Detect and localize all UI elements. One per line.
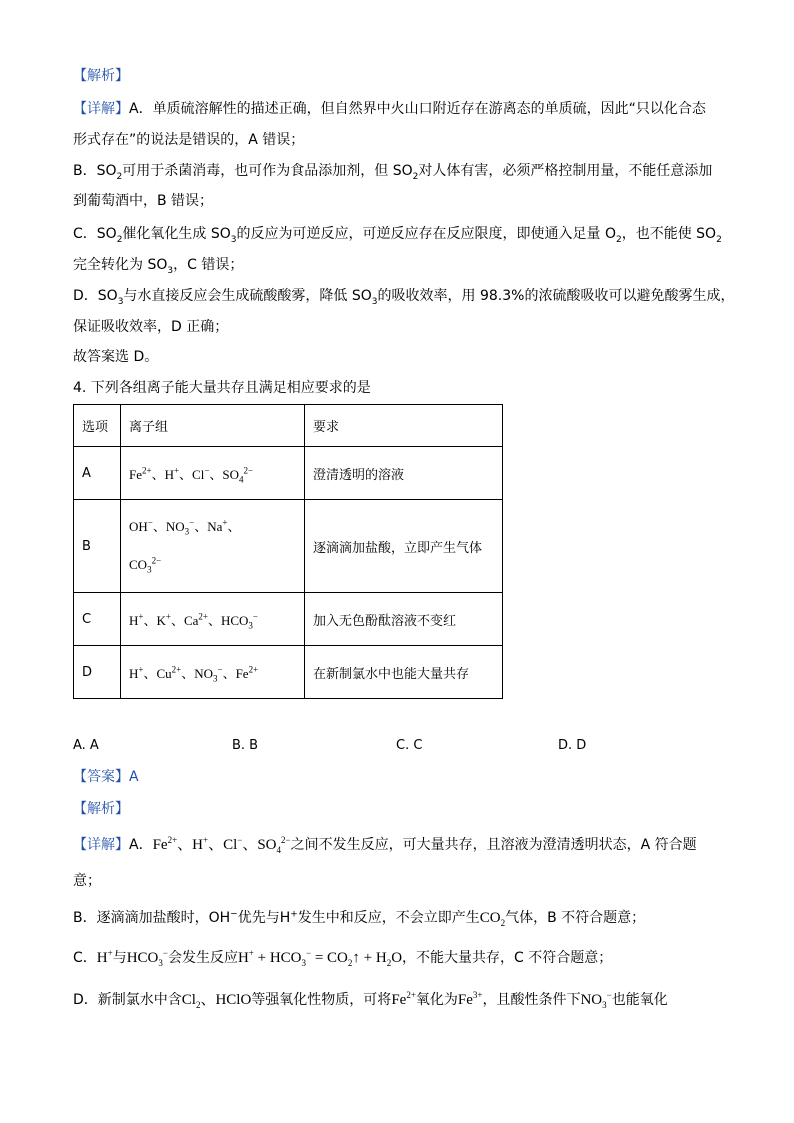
question-stem: 4. 下列各组离子能大量共存且满足相应要求的是 [73,380,371,396]
answer-detail-c: C．H+与$HCO_3^-$会发生反应$H^+ + HCO_3^-$ = $CO_2↑ + H_2O$，不能大量共存，C 不符合题意； [73,948,613,968]
detail-b-line1: B．$SO_2$可用于杀菌消毒，也可作为食品添加剂，但 $SO_2$对人体有害，必须严格控制用量，不能任意添加 [73,163,713,182]
answer-detail-a-2: 意； [73,873,101,889]
row-option: B [74,500,121,593]
row-option: A [74,447,121,500]
header-requirement: 要求 [305,405,503,447]
ion-table [73,404,503,699]
table-row [74,593,503,646]
row-ions: $Fe^{2+}$、H+、Cl−、$SO_4^{2-}$ [121,447,305,500]
detail-c-line1: C．$SO_2$催化氧化生成 $SO_3$的反应为可逆反应，可逆反应存在反应限度，即使通入足量 $O_2$，也不能使 $SO_2$ [73,226,722,245]
row-option: C [74,593,121,646]
row-requirement: 在新制氯水中也能大量共存 [305,646,503,699]
table-header-row [74,405,503,447]
row-requirement: 逐滴滴加盐酸，立即产生气体 [305,500,503,593]
choice-b: B. B [232,738,259,753]
row-ions: OH−、$NO_3^-$、Na+、 $CO_3^{2-}$ [121,500,305,593]
choice-a: A. A [73,738,99,753]
detail-a-line1: 【详解】A．单质硫溶解性的描述正确，但自然界中火山口附近存在游离态的单质硫，因此“只以化合态 [73,101,706,117]
detail-d-line1: D．$SO_3$与水直接反应会生成硫酸酸雾，降低 $SO_3$的吸收效率，用 98.3%的浓硫酸吸收可以避免酸雾生成， [73,288,735,307]
detail-c-line2: 完全转化为 $SO_3$，C 错误； [73,257,244,276]
row-ions: H+、$Cu^{2+}$、$NO_3^-$、$Fe^{2+}$ [121,646,305,699]
answer-line: 【答案】A [73,769,139,785]
choice-c: C. C [396,738,423,753]
detail-a-line2: 形式存在”的说法是错误的，A 错误； [73,132,305,148]
choice-d: D. D [558,738,587,753]
answer-detail-a: 【详解】A．$Fe^{2+}$、H+、Cl−、$SO_4^{2-}$之间不发生反应，可大量共存，且溶液为澄清透明状态，A 符合题 [73,835,697,855]
detail-d-line2: 保证吸收效率，D 正确； [73,319,229,335]
table-row [74,646,503,699]
answer-detail-b: B．逐滴滴加盐酸时，OH−优先与H+发生中和反应，不会立即产生$CO_2$气体，B 不符合题意； [73,909,646,928]
header-ions: 离子组 [121,405,305,447]
row-requirement: 加入无色酚酞溶液不变红 [305,593,503,646]
header-option: 选项 [74,405,121,447]
detail-tag: 【详解】 [73,101,129,117]
detail-b-line2: 到葡萄酒中，B 错误； [73,193,214,209]
table-row [74,447,503,500]
row-option: D [74,646,121,699]
row-ions: H+、K+、$Ca^{2+}$、$HCO_3^-$ [121,593,305,646]
detail-tag-2: 【详解】 [73,837,129,853]
analysis-tag: 【解析】 [73,68,129,84]
row-requirement: 澄清透明的溶液 [305,447,503,500]
analysis-tag-2: 【解析】 [73,801,129,817]
answer-detail-d: D．新制氯水中含$Cl_2$、HClO等强氧化性物质，可将$Fe^{2+}$氧化为$Fe^{3+}$，且酸性条件下$NO_3^-$也能氧化 [73,990,668,1010]
conclusion: 故答案选 D。 [73,349,159,365]
table-row [74,500,503,593]
